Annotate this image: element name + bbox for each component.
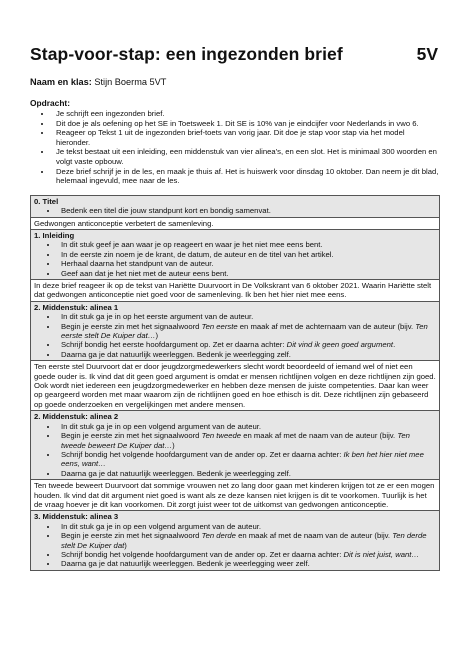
instruction-item: • Herhaal daarna het standpunt van de auteur. (58, 259, 436, 268)
instruction-item: • Daarna ga je dat natuurlijk weerleggen. Bedenk je weerlegging weer zelf. (58, 559, 436, 568)
student-label: Naam en klas: (30, 77, 92, 87)
student-line (30, 77, 440, 87)
assignment-heading: Opdracht: (30, 98, 71, 108)
assignment-item: • Je schrijft een ingezonden brief. (52, 109, 440, 119)
section-inleiding-instructions (31, 229, 440, 279)
section-alinea1-answer (31, 361, 440, 411)
answer-cell[interactable]: In deze brief reageer ik op de tekst van Hariëtte Duurvoort in De Volkskrant van 6 oktober 2021. Waarin Hariëtte stelt dat gedwongen anticonceptie niet goed voor de samenleving. Ik ben het hier niet mee eens. (31, 280, 440, 302)
student-value: Stijn Boerma 5VT (94, 77, 167, 87)
section-alinea2-instructions (31, 411, 440, 480)
writing-template-table (30, 195, 440, 571)
instruction-item: • Schrijf bondig het eerste hoofdargument op. Zet er daarna achter: Dit vind ik geen goed argument. (58, 340, 436, 349)
instruction-item: • In dit stuk geef je aan waar je op reageert en waar je het niet mee eens bent. (58, 240, 436, 249)
section-heading: 0. Titel (34, 196, 59, 206)
instruction-item: • Daarna ga je dat natuurlijk weerleggen. Bedenk je weerlegging zelf. (58, 469, 436, 478)
section-titel-instructions (31, 195, 440, 217)
instruction-item: • In de eerste zin noem je de krant, de datum, de auteur en de titel van het artikel. (58, 250, 436, 259)
instruction-item: • Bedenk een titel die jouw standpunt kort en bondig samenvat. (58, 206, 436, 215)
instruction-item: • Schrijf bondig het volgende hoofdargument van de ander op. Zet er daarna achter: Ik ben het hier niet mee eens, want… (58, 450, 436, 469)
instruction-item: • Begin je eerste zin met het signaalwoord Ten tweede en maak af met de naam van de auteur (bijv. Ten tweede beweert De Kuiper dat…) (58, 431, 436, 450)
section-heading: 3. Middenstuk: alinea 3 (34, 512, 119, 522)
section-heading: 2. Middenstuk: alinea 2 (34, 412, 119, 422)
section-heading: 1. Inleiding (34, 230, 75, 240)
page-title: Stap-voor-stap: een ingezonden brief (30, 44, 343, 64)
answer-cell[interactable]: Ten tweede beweert Duurvoort dat sommige vrouwen net zo lang door gaan met kinderen krijgen tot ze er een mogen houden. Ik vind dat dit argument niet goed is want als ze deze kansen niet krijgen is dit te voorkomen. Tuurlijk is het de vraag hoever je dit kan voorkomen. Dit zorgt juist weer tot de uitkomst van gedwongen anticonceptie. (31, 480, 440, 511)
instruction-item: • Schrijf bondig het volgende hoofdargument van de ander op. Zet er daarna achter: Dit is niet juist, want… (58, 550, 436, 559)
instruction-item: • Geef aan dat je het niet met de auteur eens bent. (58, 269, 436, 278)
section-heading: 2. Middenstuk: alinea 1 (34, 302, 119, 312)
answer-cell[interactable]: Gedwongen anticonceptie verbetert de samenleving. (31, 217, 440, 229)
class-tag: 5V (416, 44, 438, 64)
section-alinea1-instructions (31, 301, 440, 360)
assignment-item: • Reageer op Tekst 1 uit de ingezonden brief-toets van vorig jaar. Dit doe je stap voor stap via het model hieronder. (52, 128, 440, 147)
section-inleiding-answer (31, 280, 440, 302)
section-alinea2-answer (31, 480, 440, 511)
assignment-item: • Dit doe je als oefening op het SE in Toetsweek 1. Dit SE is 10% van je eindcijfer voor Nederlands in vwo 6. (52, 119, 440, 129)
section-alinea3-instructions (31, 511, 440, 570)
section-titel-answer (31, 217, 440, 229)
assignment-item: • Je tekst bestaat uit een inleiding, een middenstuk van vier alinea's, en een slot. Het is minimaal 300 woorden en volgt vaste opbouw. (52, 147, 440, 166)
instruction-item: • Begin je eerste zin met het signaalwoord Ten derde en maak af met de naam van de auteur (bijv. Ten derde stelt De Kuiper dat) (58, 531, 436, 550)
assignment-item: • Deze brief schrijf je in de les, en maak je thuis af. Het is huiswerk voor dinsdag 10 oktober. Dan neem je dit blad, helemaal ingevuld, mee naar de les. (52, 167, 440, 186)
answer-cell[interactable]: Ten eerste stel Duurvoort dat er door jeugdzorgmedewerkers slecht wordt beoordeeld of iemand wel of niet een goede ouder is. Ik vind dat dit geen goed argument is omdat er mensen richtlijnen volgen en deze richtlijnen zijn goed. Ook wordt niet iedereen een jeugdzorgmedewerker en hebben deze mensen de juiste competenties. Daar kan weer op geargeerd worden met maar waarom zijn de richtlijnen goed en hoe ethisch is dit. Deze richtlijnen zijn gebaseerd op goede onderzoeken en vergelijkingen met andere mensen. (31, 361, 440, 411)
assignment-list (30, 109, 440, 186)
instruction-item: • In dit stuk ga je in op een volgend argument van de auteur. (58, 422, 436, 431)
title-row (30, 44, 440, 65)
instruction-item: • Begin je eerste zin met het signaalwoord Ten eerste en maak af met de achternaam van de auteur (bijv. Ten eerste stelt De Kuiper dat…) (58, 322, 436, 341)
instruction-item: • Daarna ga je dat natuurlijk weerleggen. Bedenk je weerlegging zelf. (58, 350, 436, 359)
instruction-item: • In dit stuk ga je in op een volgend argument van de auteur. (58, 522, 436, 531)
instruction-item: • In dit stuk ga je in op het eerste argument van de auteur. (58, 312, 436, 321)
